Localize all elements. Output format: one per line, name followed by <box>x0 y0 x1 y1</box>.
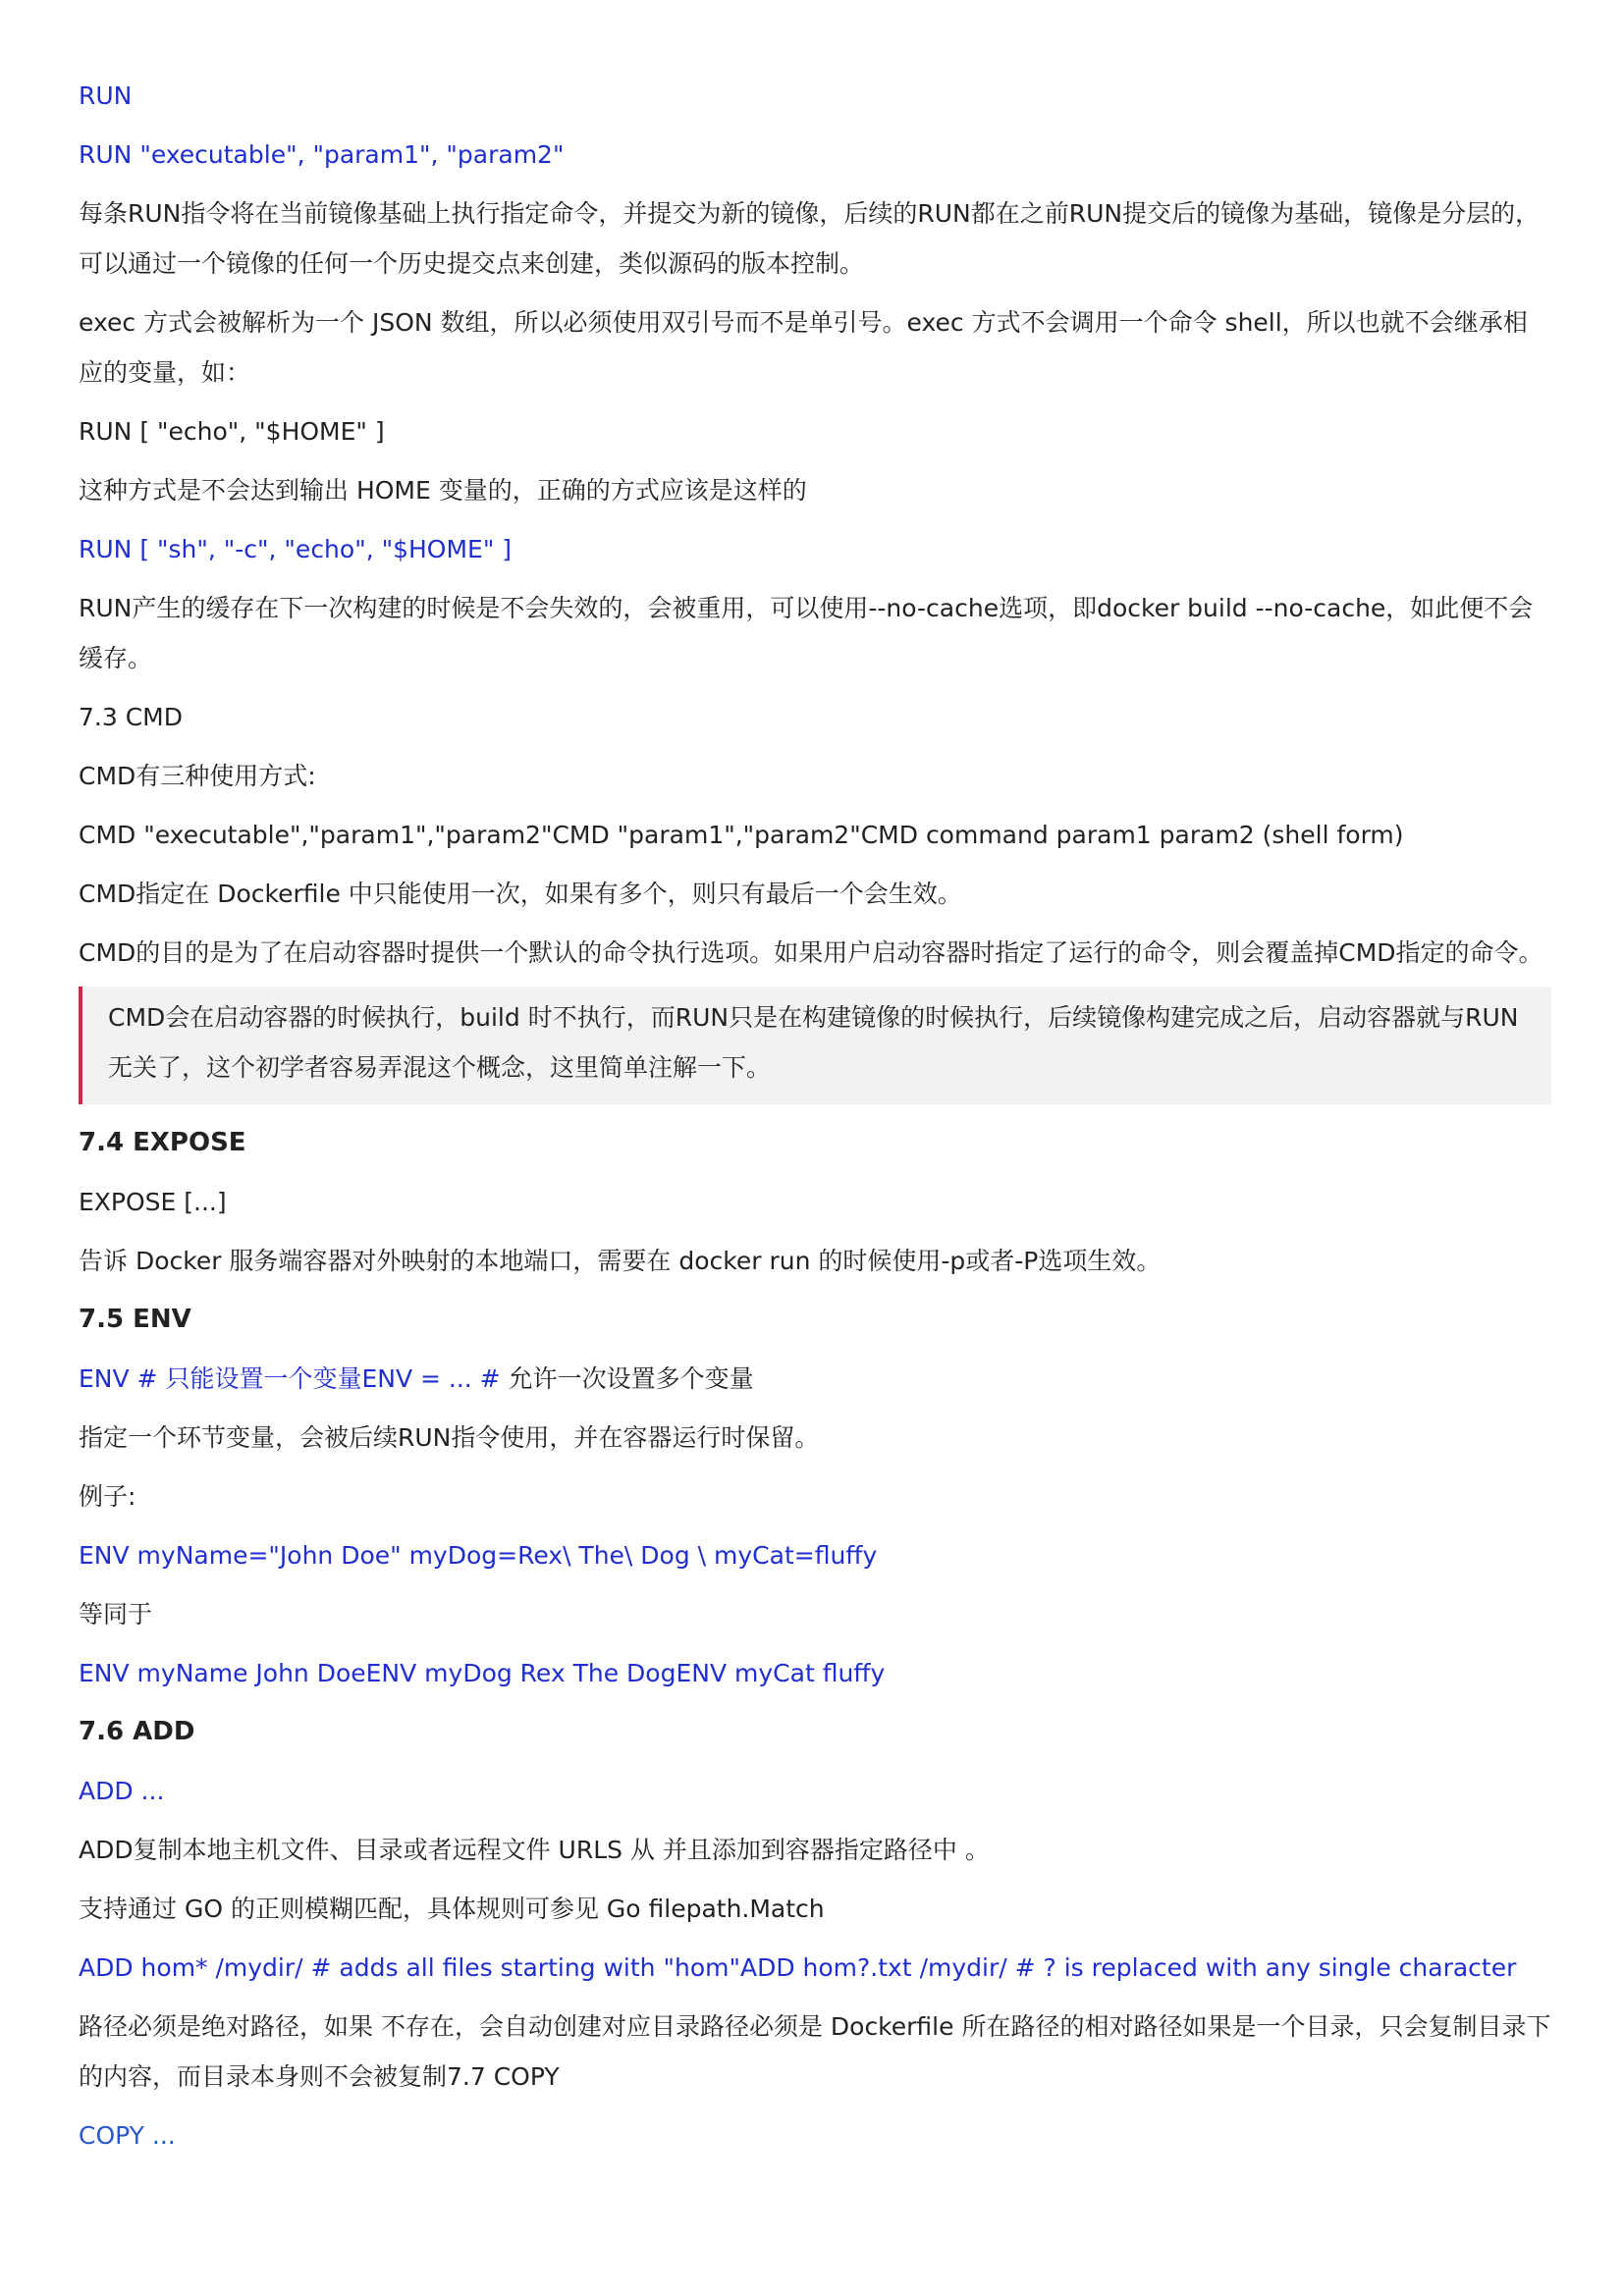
paragraph-add-regex: 支持通过 GO 的正则模糊匹配，具体规则可参见 Go filepath.Match <box>79 1895 825 1923</box>
section-heading-env: 7.5 ENV <box>79 1305 191 1334</box>
document-page <box>79 71 1551 2169</box>
paragraph-expose-description: 告诉 Docker 服务端容器对外映射的本地端口，需要在 docker run 的时候使用-p或者-P选项生效。 <box>79 1247 1162 1275</box>
code-line-expose: EXPOSE [...] <box>79 1188 227 1216</box>
paragraph-equivalent: 等同于 <box>79 1600 153 1629</box>
paragraph-exec-json: exec 方式会被解析为一个 JSON 数组，所以必须使用双引号而不是单引号。exec 方式不会调用一个命令 shell，所以也就不会继承相应的变量，如： <box>79 308 1528 387</box>
code-line-run-sh: RUN [ "sh", "-c", "echo", "$HOME" ] <box>79 535 513 563</box>
note-text: CMD会在启动容器的时候执行，build 时不执行，而RUN只是在构建镜像的时候执行，后续镜像构建完成之后，启动容器就与RUN无关了，这个初学者容易弄混这个概念，这里简单注解一下。 <box>108 1003 1519 1082</box>
code-line-cmd-forms: CMD "executable","param1","param2"CMD "param1","param2"CMD command param1 param2 (shell form) <box>79 821 1404 849</box>
note-blockquote <box>79 987 1551 1104</box>
paragraph-cmd-purpose: CMD的目的是为了在启动容器时提供一个默认的命令执行选项。如果用户启动容器时指定了运行的命令，则会覆盖掉CMD指定的命令。 <box>79 938 1543 967</box>
paragraph-cmd-once: CMD指定在 Dockerfile 中只能使用一次，如果有多个，则只有最后一个会生效。 <box>79 880 962 908</box>
paragraph-cmd-usage: CMD有三种使用方式: <box>79 762 316 790</box>
section-title-cmd: 7.3 CMD <box>79 703 183 731</box>
section-heading-expose: 7.4 EXPOSE <box>79 1128 246 1157</box>
paragraph-add-path-rules: 路径必须是绝对路径，如果 不存在，会自动创建对应目录路径必须是 Dockerfile 所在路径的相对路径如果是一个目录，只会复制目录下的内容，而目录本身则不会被复制7.7 COPY <box>79 2012 1551 2091</box>
paragraph-home-variable: 这种方式是不会达到输出 HOME 变量的，正确的方式应该是这样的 <box>79 476 807 505</box>
paragraph-run-description: 每条RUN指令将在当前镜像基础上执行指定命令，并提交为新的镜像，后续的RUN都在之前RUN提交后的镜像为基础，镜像是分层的，可以通过一个镜像的任何一个历史提交点来创建，类似源码的版本控制。 <box>79 199 1541 278</box>
code-line-env-code: ENV # 只能设置一个变量ENV = ... # <box>79 1364 501 1393</box>
code-line-copy: COPY ... <box>79 2121 176 2150</box>
code-line-run: RUN <box>79 81 133 110</box>
code-line-run-echo: RUN [ "echo", "$HOME" ] <box>79 417 385 446</box>
paragraph-add-description: ADD复制本地主机文件、目录或者远程文件 URLS 从 并且添加到容器指定路径中 。 <box>79 1836 990 1864</box>
code-line-env-comment: 允许一次设置多个变量 <box>500 1364 754 1393</box>
section-heading-add: 7.6 ADD <box>79 1717 195 1746</box>
code-line-add-examples: ADD hom* /mydir/ # adds all files starting with "hom"ADD hom?.txt /mydir/ # ? is replaced with any single character <box>79 1953 1517 1982</box>
code-line-run-exec: RUN "executable", "param1", "param2" <box>79 140 565 169</box>
paragraph-example-label: 例子: <box>79 1482 136 1511</box>
paragraph-run-cache: RUN产生的缓存在下一次构建的时候是不会失效的，会被重用，可以使用--no-cache选项，即docker build --no-cache，如此便不会缓存。 <box>79 594 1534 672</box>
paragraph-env-description: 指定一个环节变量，会被后续RUN指令使用，并在容器运行时保留。 <box>79 1423 820 1452</box>
code-line-env-example: ENV myName="John Doe" myDog=Rex\ The\ Dog \ myCat=fluffy <box>79 1541 878 1570</box>
code-line-env-equivalent: ENV myName John DoeENV myDog Rex The DogENV myCat fluffy <box>79 1659 886 1687</box>
code-line-env <box>79 1354 1551 1404</box>
code-line-add: ADD ... <box>79 1777 165 1805</box>
